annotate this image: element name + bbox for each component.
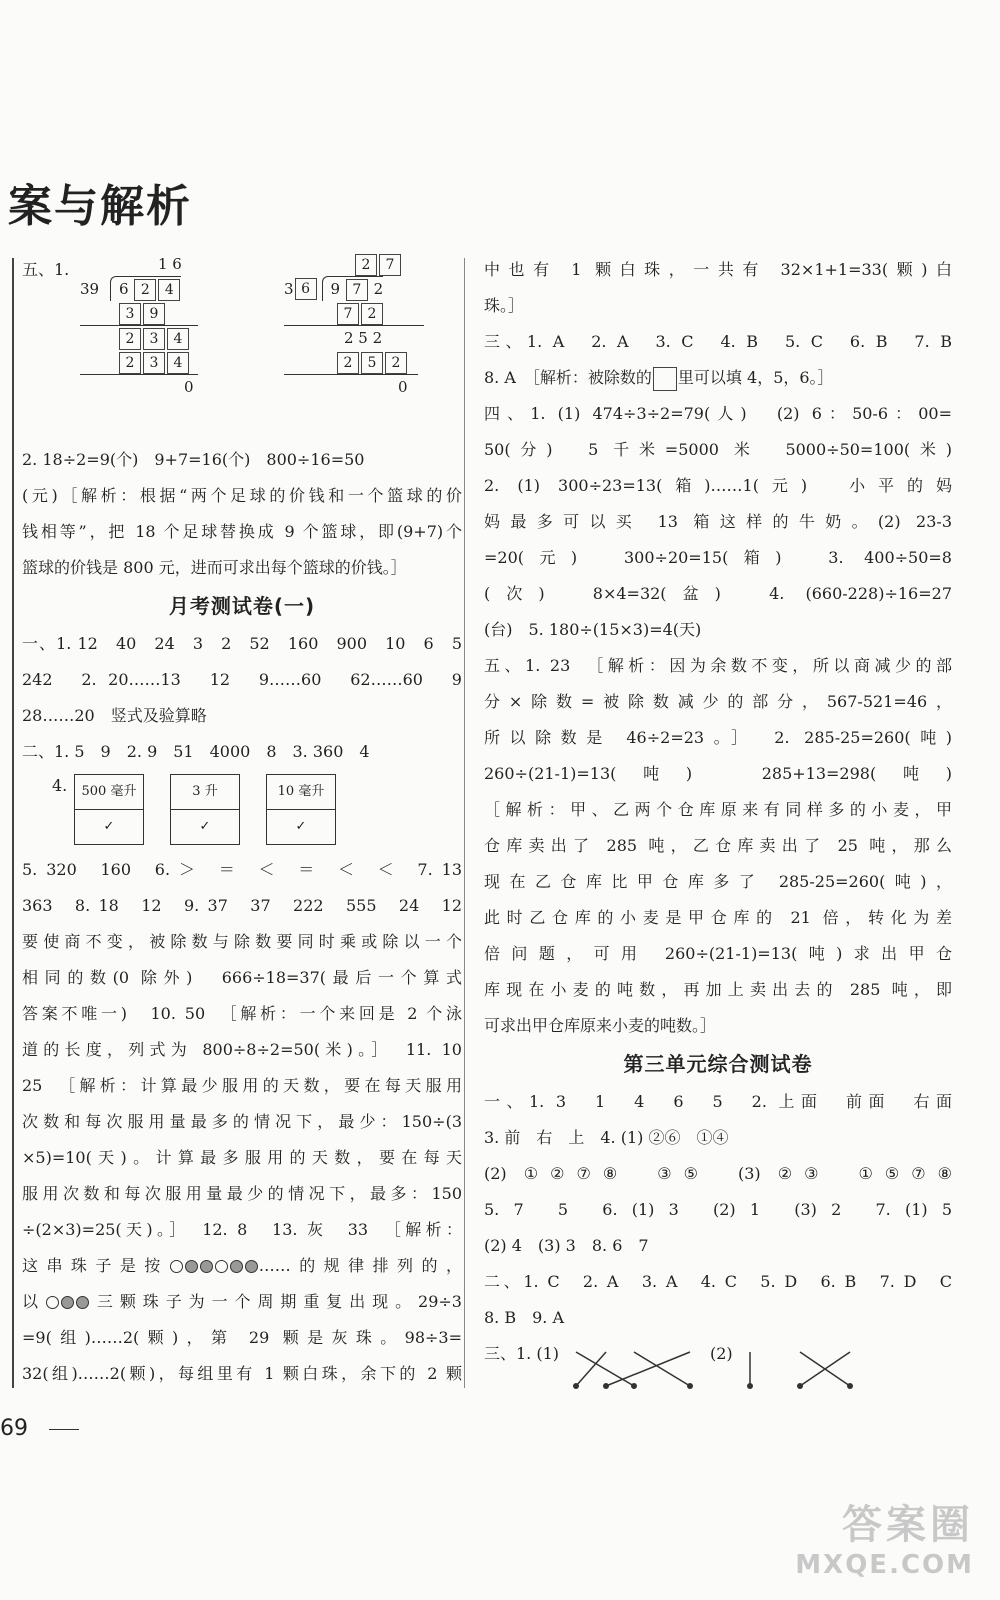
answer-line: (2) ①②⑦⑧ ③⑤ (3) ②③ ①⑤⑦⑧	[484, 1164, 952, 1183]
check-mark-icon: ✓	[199, 819, 211, 834]
div2-dividend-box: 7	[346, 279, 368, 301]
answer-line: 5. 7 5 6. (1) 3 (2) 1 (3) 2 7. (1) 5	[484, 1200, 952, 1219]
div1-dividend-box: 4	[158, 279, 180, 301]
div2-partial: 2 5 2	[284, 325, 424, 350]
answer-line: 四、1. (1) 474÷3÷2=79(人) (2) 6：50-6：00=	[484, 404, 952, 423]
gray-bead-icon	[230, 1260, 243, 1273]
empty-box-icon	[653, 367, 677, 391]
div2-remainder: 0	[284, 374, 418, 399]
left-margin-rule	[12, 258, 14, 1388]
answer-line: ［解析：甲、乙两个仓库原来有同样多的小麦，甲	[484, 800, 952, 819]
volume-label: 500 毫升	[75, 775, 143, 810]
div1-box: 3	[143, 352, 165, 374]
answer-line: 32(组)……2(颗)，每组里有 1 颗白珠，余下的 2 颗	[22, 1364, 462, 1383]
answer-line: ×5)=10(天)。计算最多服用的天数，要在每天	[22, 1148, 462, 1167]
volume-box	[74, 774, 144, 845]
answer-line: 现在乙仓库比甲仓库多了 285-25=260(吨)，	[484, 872, 952, 891]
answer-line: 二、1. 5 9 2. 9 51 4000 8 3. 360 4	[22, 742, 370, 761]
div2-box: 5	[361, 352, 383, 374]
div2-dividend-digit: 2	[373, 280, 384, 298]
volume-label: 10 毫升	[267, 775, 335, 810]
matching-question	[484, 1336, 952, 1396]
answer-line: 相同的数(0 除外) 666÷18=37(最后一个算式	[22, 968, 462, 987]
answer-line: 260÷(21-1)=13(吨) 285+13=298(吨)	[484, 764, 952, 783]
div1-box: 2	[119, 328, 141, 350]
answer-line	[484, 360, 952, 396]
answer-line: 答案不唯一) 10. 50 ［解析：一个来回是 2 个泳	[22, 1004, 462, 1023]
dot-icon	[573, 1383, 579, 1389]
bead-pattern-line	[22, 1284, 462, 1320]
answer-line: (次) 8×4=32(盆) 4. (660-228)÷16=27	[484, 584, 952, 603]
dot-icon	[847, 1383, 853, 1389]
answer-line: =20(元) 300÷20=15(箱) 3. 400÷50=8	[484, 548, 952, 567]
div2-divisor-box: 6	[295, 278, 317, 300]
div2-box: 2	[361, 303, 383, 325]
check-mark-icon: ✓	[295, 819, 307, 834]
div2-divisor: 3	[284, 279, 294, 298]
bead-pattern	[169, 1256, 259, 1275]
column-divider	[464, 258, 465, 1388]
div1-dividend-box: 2	[134, 279, 156, 301]
gray-bead-icon	[76, 1296, 89, 1309]
watermark-url: MXQE.COM	[795, 1550, 974, 1580]
answer-line: 三、1. A 2. A 3. C 4. B 5. C 6. B 7. B	[484, 332, 952, 351]
check-mark-icon: ✓	[103, 819, 115, 834]
answer-line: 所以除数是 46÷2=23。］ 2. 285-25=260(吨)	[484, 728, 952, 747]
bead-text: 这串珠子是按	[22, 1256, 169, 1275]
answer-line: 2. 18÷2=9(个) 9+7=16(个) 800÷16=50	[22, 450, 365, 469]
answer-line: 篮球的价钱是 800 元，进而可求出每个篮球的价钱。］	[22, 558, 407, 577]
footer-rule	[49, 1429, 79, 1430]
div2-box: 2	[337, 352, 359, 374]
answer-line: 珠。］	[484, 296, 525, 315]
div2-box: 7	[337, 303, 359, 325]
match-line	[634, 1352, 690, 1386]
answer-line: 道的长度，列式为 800÷8÷2=50(米)。］ 11. 10	[22, 1040, 462, 1059]
right-column	[484, 252, 952, 1396]
dot-icon	[747, 1383, 753, 1389]
dot-icon	[631, 1383, 637, 1389]
answer-line: 服用次数和每次服用量最少的情况下，最多：150	[22, 1184, 462, 1203]
question-label: 三、1. (1)	[484, 1344, 560, 1363]
match-line	[576, 1352, 606, 1386]
answer-line: 要使商不变，被除数与除数要同时乘或除以一个	[22, 932, 462, 951]
answer-line: 2. (1) 300÷23=13(箱)……1(元) 小平的妈	[484, 476, 952, 495]
gray-bead-icon	[200, 1260, 213, 1273]
volume-box	[170, 774, 240, 845]
answer-line: 28……20 竖式及验算略	[22, 706, 207, 725]
answer-line: 次数和每次服用量最多的情况下，最少：150÷(3	[22, 1112, 462, 1131]
white-bead-icon	[170, 1260, 183, 1273]
answer-line: 363 8. 18 12 9. 37 37 222 555 24 12	[22, 896, 462, 915]
bead-text: 以	[22, 1292, 45, 1311]
answer-line: 242 2. 20……13 12 9……60 62……60 9	[22, 670, 462, 689]
answer-line: (2) 4 (3) 3 8. 6 7	[484, 1236, 649, 1255]
gray-bead-icon	[245, 1260, 258, 1273]
answer-line: ÷(2×3)=25(天)。］ 12. 8 13. 灰 33 ［解析：	[22, 1220, 462, 1239]
matching-diagram-1	[568, 1346, 698, 1394]
answer-line: 仓库卖出了 285 吨，乙仓库卖出了 25 吨，那么	[484, 836, 952, 855]
white-bead-icon	[215, 1260, 228, 1273]
answer-line: =9(组)……2(颗)，第 29 颗是灰珠。98÷3=	[22, 1328, 462, 1347]
bead-pattern-line	[22, 1248, 462, 1284]
bead-text: ……的规律排列的，	[258, 1256, 462, 1275]
answer-line: 一、1. 3 1 4 6 5 2. 上面 前面 右面	[484, 1092, 952, 1111]
question-label: 4.	[52, 776, 68, 795]
gray-bead-icon	[61, 1296, 74, 1309]
answer-line: (元)［解析：根据“两个足球的价钱和一个篮球的价	[22, 486, 462, 505]
match-line	[576, 1352, 634, 1386]
answer-line: 中也有 1 颗白珠，一共有 32×1+1=33(颗)白	[484, 260, 952, 279]
page-footer	[0, 1416, 79, 1441]
answer-line: 五、1. 23 ［解析：因为余数不变，所以商减少的部	[484, 656, 952, 675]
div1-divisor: 39	[80, 279, 100, 298]
answer-line: 3. 前 右 上 4. (1) ②⑥ ①④	[484, 1128, 729, 1147]
page-title: 案与解析	[8, 181, 192, 232]
bead-text: 三颗珠子为一个周期重复出现。29÷3	[89, 1292, 462, 1311]
answer-line: 可求出甲仓库原来小麦的吨数。］	[484, 1016, 717, 1035]
long-division-1	[80, 252, 210, 399]
dot-icon	[797, 1383, 803, 1389]
div2-box: 2	[385, 352, 407, 374]
match-line	[606, 1352, 690, 1386]
white-bead-icon	[46, 1296, 59, 1309]
left-column	[22, 252, 462, 1392]
page-number: 69	[0, 1416, 28, 1441]
answer-line: 倍问题，可用 260÷(21-1)=13(吨)求出甲仓	[484, 944, 952, 963]
div1-dividend-digit: 6	[119, 280, 129, 298]
answer-line: 25 ［解析：计算最少服用的天数，要在每天服用	[22, 1076, 462, 1095]
answer-line: 钱相等”，把 18 个足球替换成 9 个篮球，即(9+7)个	[22, 522, 462, 541]
div1-box: 4	[167, 352, 189, 374]
gray-bead-icon	[185, 1260, 198, 1273]
answer-line: 50(分) 5 千米=5000 米 5000÷50=100(米)	[484, 440, 952, 459]
div1-box: 9	[143, 303, 165, 325]
div1-box: 3	[119, 303, 141, 325]
answer-line: 8. B 9. A	[484, 1308, 565, 1327]
watermark	[795, 1493, 974, 1580]
section-heading: 第三单元综合测试卷	[623, 1052, 813, 1076]
question-label: 五、1.	[22, 260, 70, 279]
answer-text: 8. A ［解析：被除数的	[484, 368, 652, 387]
div1-quotient: 1 6	[158, 255, 182, 273]
div1-box: 3	[143, 328, 165, 350]
div2-dividend-digit: 9	[330, 280, 341, 298]
answer-line: 此时乙仓库的小麦是甲仓库的 21 倍，转化为差	[484, 908, 952, 927]
long-division-block	[22, 252, 462, 442]
bead-pattern	[45, 1292, 90, 1311]
div1-remainder: 0	[80, 374, 198, 399]
div1-box: 2	[119, 352, 141, 374]
answer-line: 分×除数=被除数减少的部分，567-521=46，	[484, 692, 952, 711]
answer-line: 二、1. C 2. A 3. A 4. C 5. D 6. B 7. D C	[484, 1272, 952, 1291]
dot-icon	[603, 1383, 609, 1389]
question-sublabel: (2)	[710, 1344, 733, 1363]
dot-icon	[687, 1383, 693, 1389]
long-division-2	[284, 252, 434, 399]
div2-quotient-box: 7	[379, 254, 401, 276]
volume-boxes	[74, 774, 462, 852]
answer-line: 一、1. 12 40 24 3 2 52 160 900 10 6 5	[22, 634, 462, 653]
answer-line: 妈最多可以买 13 箱这样的牛奶。(2) 23-3	[484, 512, 952, 531]
matching-diagram-2	[744, 1346, 864, 1394]
answer-line: (台) 5. 180÷(15×3)=4(天)	[484, 620, 702, 639]
volume-box	[266, 774, 336, 845]
answer-line: 库现在小麦的吨数，再加上卖出去的 285 吨，即	[484, 980, 952, 999]
answer-line: 5. 320 160 6. ＞ ＝ ＜ ＝ ＜ ＜ 7. 13	[22, 860, 462, 879]
div1-box: 4	[167, 328, 189, 350]
volume-label: 3 升	[171, 775, 239, 810]
section-heading: 月考测试卷(一)	[168, 594, 316, 618]
div2-quotient-box: 2	[355, 254, 377, 276]
volume-question	[22, 774, 462, 852]
watermark-logo: 答案圈	[842, 1502, 974, 1548]
answer-text: 里可以填 4，5，6。］	[677, 368, 834, 387]
